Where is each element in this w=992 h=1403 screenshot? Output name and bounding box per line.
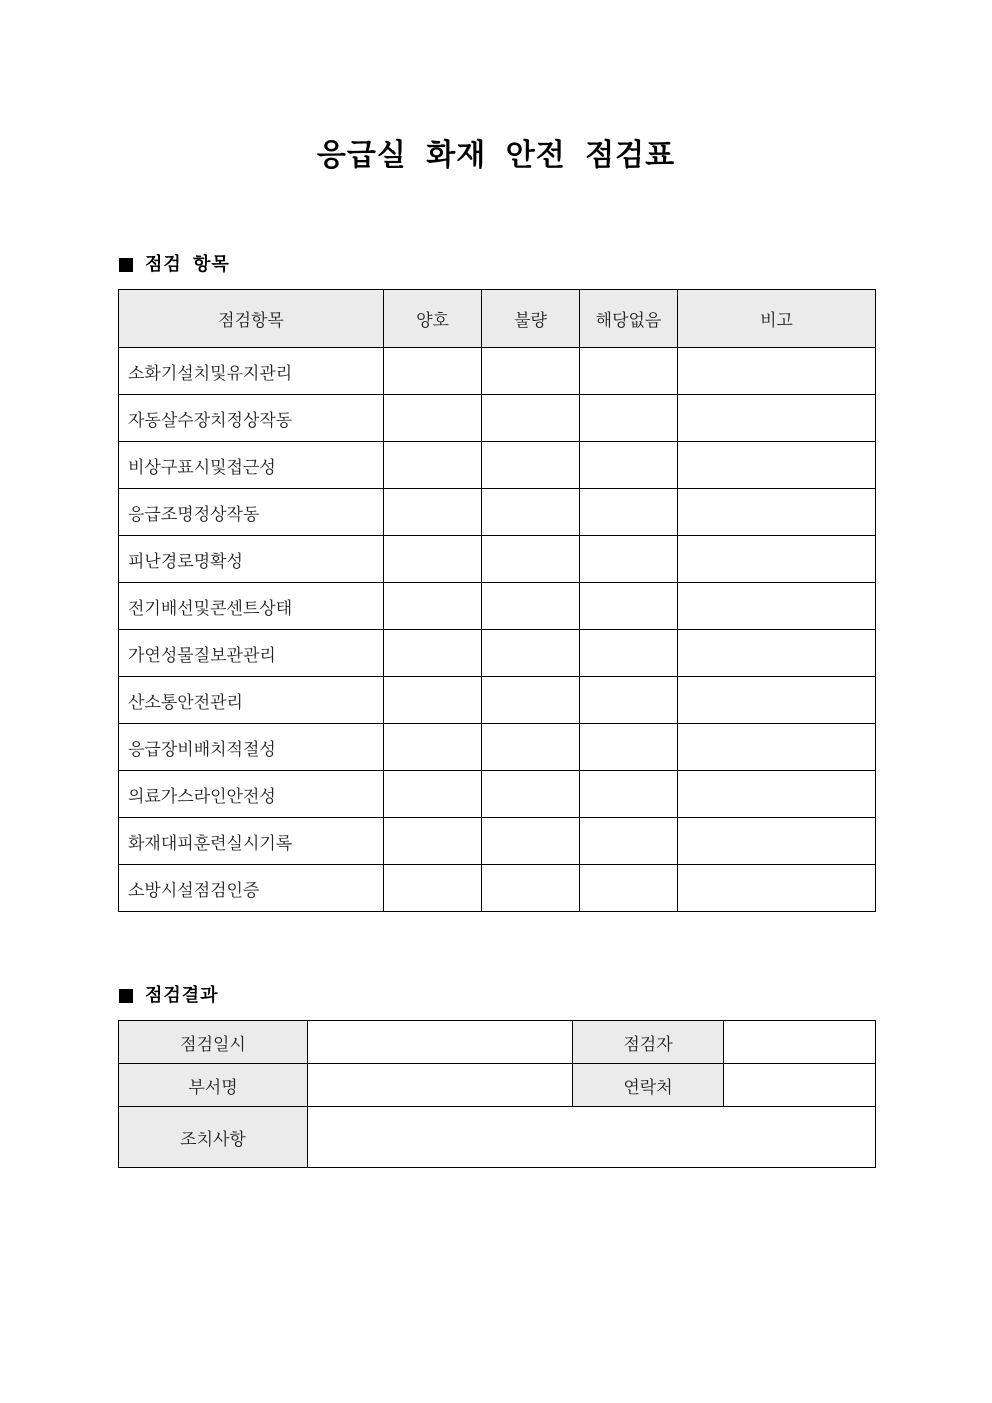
inspection-datetime-field[interactable] [308,1021,573,1064]
black-square-icon [119,258,133,272]
table-row [119,1107,876,1168]
bad-checkbox-cell[interactable] [482,395,580,442]
inspection-datetime-label: 점검일시 [119,1021,308,1064]
item-name: 소화기설치및유지관리 [119,348,384,395]
bad-checkbox-cell[interactable] [482,865,580,912]
note-field[interactable] [678,536,876,583]
na-checkbox-cell[interactable] [580,348,678,395]
na-checkbox-cell[interactable] [580,630,678,677]
table-row [119,818,876,865]
item-name: 의료가스라인안전성 [119,771,384,818]
table-row [119,583,876,630]
inspector-field[interactable] [724,1021,876,1064]
bad-checkbox-cell[interactable] [482,771,580,818]
note-field[interactable] [678,395,876,442]
contact-label: 연락처 [573,1064,724,1107]
item-name: 응급조명정상작동 [119,489,384,536]
section-heading-items [119,253,230,277]
good-checkbox-cell[interactable] [384,536,482,583]
good-checkbox-cell[interactable] [384,395,482,442]
department-field[interactable] [308,1064,573,1107]
bad-checkbox-cell[interactable] [482,677,580,724]
item-name: 비상구표시및접근성 [119,442,384,489]
item-name: 소방시설점검인증 [119,865,384,912]
column-header-note: 비고 [678,290,876,348]
table-row [119,1064,876,1107]
na-checkbox-cell[interactable] [580,583,678,630]
good-checkbox-cell[interactable] [384,771,482,818]
item-name: 응급장비배치적절성 [119,724,384,771]
good-checkbox-cell[interactable] [384,630,482,677]
column-header-na: 해당없음 [580,290,678,348]
item-name: 피난경로명확성 [119,536,384,583]
section-heading-text: 점검 항목 [145,254,230,275]
column-header-item: 점검항목 [119,290,384,348]
table-row [119,1021,876,1064]
item-name: 전기배선및콘센트상태 [119,583,384,630]
inspection-result-table [118,1020,876,1168]
actions-field[interactable] [308,1107,876,1168]
table-row [119,865,876,912]
note-field[interactable] [678,583,876,630]
actions-label: 조치사항 [119,1107,308,1168]
section-heading-result [119,984,219,1008]
bad-checkbox-cell[interactable] [482,442,580,489]
item-name: 화재대피훈련실시기록 [119,818,384,865]
item-name: 가연성물질보관관리 [119,630,384,677]
na-checkbox-cell[interactable] [580,865,678,912]
note-field[interactable] [678,442,876,489]
bad-checkbox-cell[interactable] [482,583,580,630]
table-row [119,771,876,818]
column-header-good: 양호 [384,290,482,348]
bad-checkbox-cell[interactable] [482,489,580,536]
table-row [119,442,876,489]
good-checkbox-cell[interactable] [384,818,482,865]
na-checkbox-cell[interactable] [580,536,678,583]
inspector-label: 점검자 [573,1021,724,1064]
item-name: 자동살수장치정상작동 [119,395,384,442]
table-row [119,536,876,583]
document-title: 응급실 화재 안전 점검표 [316,138,676,173]
bad-checkbox-cell[interactable] [482,536,580,583]
na-checkbox-cell[interactable] [580,818,678,865]
table-row [119,677,876,724]
good-checkbox-cell[interactable] [384,677,482,724]
na-checkbox-cell[interactable] [580,724,678,771]
good-checkbox-cell[interactable] [384,442,482,489]
item-name: 산소통안전관리 [119,677,384,724]
na-checkbox-cell[interactable] [580,677,678,724]
table-row [119,489,876,536]
na-checkbox-cell[interactable] [580,771,678,818]
note-field[interactable] [678,771,876,818]
inspection-items-table [118,289,876,912]
bad-checkbox-cell[interactable] [482,724,580,771]
department-label: 부서명 [119,1064,308,1107]
black-square-icon [119,989,133,1003]
bad-checkbox-cell[interactable] [482,630,580,677]
good-checkbox-cell[interactable] [384,583,482,630]
section-heading-text: 점검결과 [145,985,219,1006]
good-checkbox-cell[interactable] [384,724,482,771]
na-checkbox-cell[interactable] [580,395,678,442]
note-field[interactable] [678,818,876,865]
bad-checkbox-cell[interactable] [482,348,580,395]
note-field[interactable] [678,489,876,536]
table-row [119,395,876,442]
table-header-row [119,290,876,348]
good-checkbox-cell[interactable] [384,865,482,912]
column-header-bad: 불량 [482,290,580,348]
note-field[interactable] [678,677,876,724]
contact-field[interactable] [724,1064,876,1107]
note-field[interactable] [678,865,876,912]
table-row [119,724,876,771]
note-field[interactable] [678,348,876,395]
table-row [119,348,876,395]
table-row [119,630,876,677]
bad-checkbox-cell[interactable] [482,818,580,865]
na-checkbox-cell[interactable] [580,442,678,489]
note-field[interactable] [678,724,876,771]
good-checkbox-cell[interactable] [384,348,482,395]
good-checkbox-cell[interactable] [384,489,482,536]
na-checkbox-cell[interactable] [580,489,678,536]
note-field[interactable] [678,630,876,677]
